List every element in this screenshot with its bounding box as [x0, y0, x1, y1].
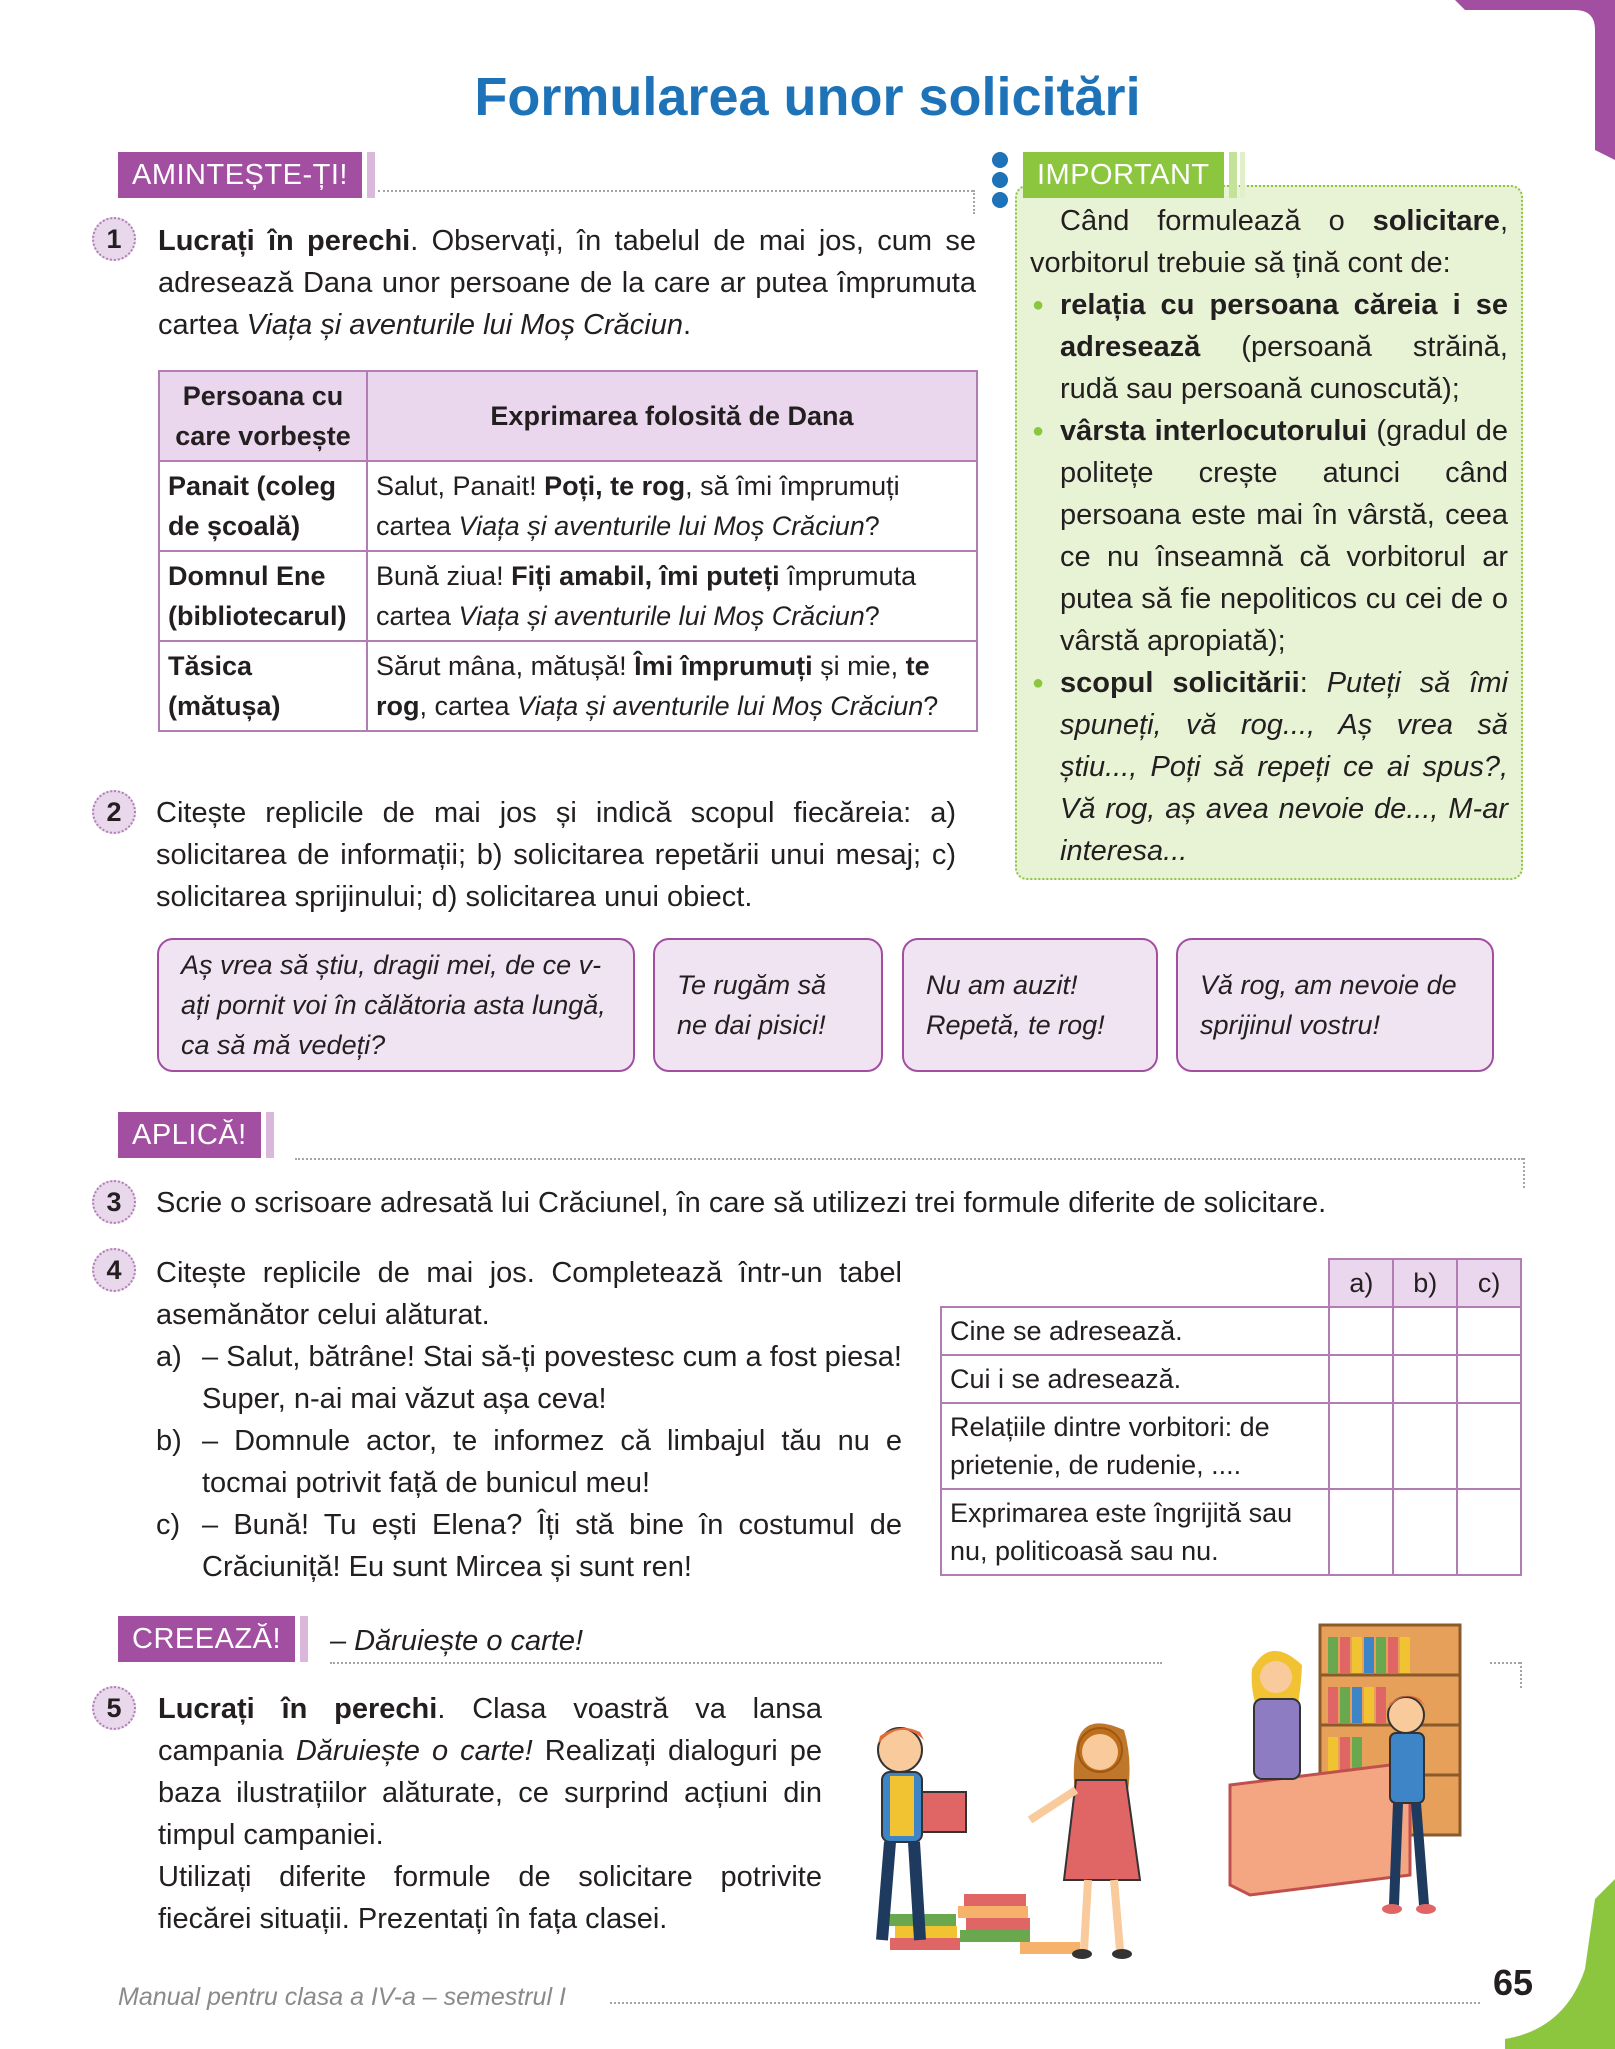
table-row: [159, 461, 977, 551]
exercise-3-text: Scrie o scrisoare adresată lui Crăciunel, în care să utilizezi trei formule diferite de solicitare.: [156, 1187, 1327, 1219]
divider: [378, 190, 973, 192]
answer-cell[interactable]: [1329, 1489, 1393, 1575]
kids-donating-books-illustration: [840, 1710, 1220, 1980]
answer-cell[interactable]: [1393, 1489, 1457, 1575]
footer-text: Manual pentru clasa a IV-a – semestrul I: [118, 1983, 566, 2011]
exercise-4-item: c) – Bună! Tu ești Elena? Îți stă bine în costumul de Crăciuniță! Eu sunt Mircea și sunt ren!: [156, 1509, 902, 1583]
exercise-number: 1: [92, 217, 136, 261]
important-text: [1030, 200, 1508, 872]
answer-cell[interactable]: [1457, 1403, 1521, 1489]
table-cell: Cui i se adresează.: [941, 1355, 1329, 1403]
exercise-5-text: Lucrați în perechi. Clasa voastră va lansa campania Dăruiește o carte! Realizați dialoguri pe baza ilustrațiilor alăturate, ce surprind acțiuni din timpul campaniei.: [158, 1693, 822, 1851]
important-intro: Când formulează o solicitare, vorbitorul trebuie să țină cont de:: [1030, 205, 1508, 279]
divider: [295, 1158, 1523, 1160]
table-header: c): [1457, 1259, 1521, 1307]
table-cell: Sărut mâna, mătușă! Îmi împrumuți și mie, te rog, cartea Viața și aventurile lui Moș Crăciun?: [367, 641, 977, 731]
section-tag-aminteste: AMINTEȘTE-ȚI!: [118, 152, 375, 198]
dana-table: [158, 370, 978, 732]
speech-bubble: Nu am auzit! Repetă, te rog!: [902, 938, 1158, 1072]
list-item: ● relația cu persoana căreia i se adresează (persoană străină, rudă sau persoană cunoscută);: [1030, 284, 1508, 410]
list-item: ● scopul solicitării: Puteți să îmi spuneți, vă rog..., Aș vrea să știu..., Poți să repeți ce ai spus?, Vă rog, aș avea nevoie de..., M-ar interesa...: [1030, 662, 1508, 872]
table-cell: Exprimarea este îngrijită sau nu, politicoasă sau nu.: [941, 1489, 1329, 1575]
library-scene-illustration: [1220, 1615, 1520, 1945]
table-row: [941, 1403, 1521, 1489]
answer-cell[interactable]: [1457, 1307, 1521, 1355]
exercise-number: 4: [92, 1248, 136, 1292]
answer-cell[interactable]: [1393, 1355, 1457, 1403]
table-header: a): [1329, 1259, 1393, 1307]
exercise-2-text: Citește replicile de mai jos și indică scopul fiecăreia: a) solicitarea de informații; b) solicitarea repetării unui mesaj; c) solicitarea sprijinului; d) solicitarea unui obiect.: [156, 797, 956, 913]
speech-bubble: Vă rog, am nevoie de sprijinul vostru!: [1176, 938, 1494, 1072]
bullet-decoration: [992, 152, 1012, 212]
table-cell: Cine se adresează.: [941, 1307, 1329, 1355]
answer-cell[interactable]: [1393, 1403, 1457, 1489]
divider: [1523, 1158, 1525, 1188]
answer-cell[interactable]: [1329, 1307, 1393, 1355]
exercise-4-text: Citește replicile de mai jos. Completează într-un tabel asemănător celui alăturat.: [156, 1257, 902, 1331]
table-row: [941, 1355, 1521, 1403]
table-header: Exprimarea folosită de Dana: [367, 371, 977, 461]
exercise-1-text: Lucrați în perechi. Observați, în tabelul de mai jos, cum se adresează Dana unor persoane de la care ar putea împrumuta cartea Viața și aventurile lui Moș Crăciun.: [158, 225, 976, 341]
table-row: [159, 641, 977, 731]
speech-bubble: Te rugăm să ne dai pisici!: [653, 938, 883, 1072]
section-tag-creeaza: CREEAZĂ!: [118, 1616, 308, 1662]
exercise-number: 5: [92, 1686, 136, 1730]
table-cell: Panait (coleg de școală): [159, 461, 367, 551]
table-header-row: [941, 1259, 1521, 1307]
table-row: [941, 1489, 1521, 1575]
answer-cell[interactable]: [1457, 1489, 1521, 1575]
table-cell: Salut, Panait! Poți, te rog, să îmi împrumuți cartea Viața și aventurile lui Moș Crăciun?: [367, 461, 977, 551]
divider: [1520, 1662, 1522, 1688]
table-row: [159, 551, 977, 641]
table-cell: Tăsica (mătușa): [159, 641, 367, 731]
answer-cell[interactable]: [1393, 1307, 1457, 1355]
divider: [973, 190, 975, 214]
answer-cell[interactable]: [1457, 1355, 1521, 1403]
section-tag-aplica: APLICĂ!: [118, 1112, 274, 1158]
important-list: [1030, 284, 1508, 872]
exercise-5-text: Utilizați diferite formule de solicitare potrivite fiecărei situații. Prezentați în fața clasei.: [158, 1861, 822, 1935]
answer-cell[interactable]: [1329, 1403, 1393, 1489]
table-cell: Relațiile dintre vorbitori: de prietenie, de rudenie, ....: [941, 1403, 1329, 1489]
divider: [610, 2002, 1480, 2004]
list-item: ● vârsta interlocutorului (gradul de politețe crește atunci când persoana este mai în vârstă, ceea ce nu înseamnă că vorbitorul ar putea să fie nepoliticos cu cei de o vârstă apropiată);: [1030, 410, 1508, 662]
analysis-table: [940, 1258, 1522, 1576]
page-title: Formularea unor solicitări: [474, 67, 1141, 127]
answer-cell[interactable]: [1329, 1355, 1393, 1403]
exercise-number: 3: [92, 1180, 136, 1224]
table-row: [941, 1307, 1521, 1355]
page-number: 65: [1492, 1962, 1533, 2003]
table-cell: Domnul Ene (bibliotecarul): [159, 551, 367, 641]
divider: [330, 1662, 1162, 1664]
exercise-4-item: b) – Domnule actor, te informez că limbajul tău nu e tocmai potrivit față de bunicul meu!: [156, 1425, 902, 1499]
exercise-4-item: a) – Salut, bătrâne! Stai să-ți povestesc cum a fost piesa! Super, n-ai mai văzut așa ceva!: [156, 1341, 902, 1415]
table-header-row: [159, 371, 977, 461]
speech-bubble: Aș vrea să știu, dragii mei, de ce v-ați pornit voi în călătoria asta lungă, ca să mă vedeți?: [157, 938, 635, 1072]
exercise-number: 2: [92, 790, 136, 834]
creeaza-subtitle: – Dăruiește o carte!: [330, 1625, 584, 1657]
section-tag-important: IMPORTANT: [1023, 152, 1245, 198]
table-header: b): [1393, 1259, 1457, 1307]
table-header: Persoana cu care vorbește: [159, 371, 367, 461]
table-cell: Bună ziua! Fiți amabil, îmi puteți împrumuta cartea Viața și aventurile lui Moș Crăciun?: [367, 551, 977, 641]
